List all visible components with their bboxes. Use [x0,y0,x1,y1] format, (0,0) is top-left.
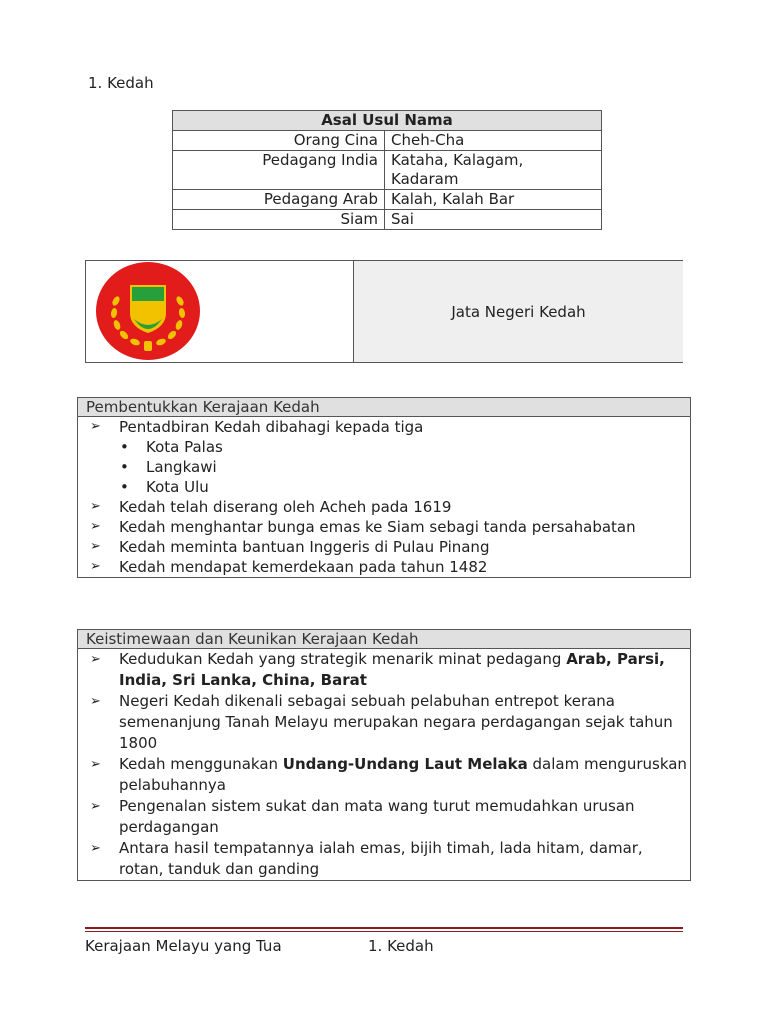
table-row [173,210,602,230]
source-cell: Orang Cina [173,131,385,151]
keistimewaan-box [77,629,691,881]
pembentukan-header: Pembentukkan Kerajaan Kedah [78,398,690,417]
table-row [173,190,602,210]
name-cell: Sai [385,210,602,230]
jata-box [85,260,683,363]
source-cell: Siam [173,210,385,230]
pembentukan-list [78,417,690,577]
emblem-cell [86,261,353,362]
list-item: ➢ Kedah meminta bantuan Inggeris di Pulau Pinang [90,538,490,556]
arrow-bullet-icon: ➢ [90,419,101,434]
jata-label: Jata Negeri Kedah [353,261,683,362]
pembentukan-box [77,397,691,578]
arrow-bullet-icon: ➢ [90,539,101,554]
list-item: • Kota Ulu [120,478,209,496]
asal-usul-title: Asal Usul Nama [173,111,602,131]
dot-bullet-icon: • [120,438,129,456]
arrow-bullet-icon: ➢ [90,841,101,856]
list-item: ➢ Pentadbiran Kedah dibahagi kepada tiga [90,418,424,436]
page-heading: 1. Kedah [88,74,154,92]
kedah-emblem-icon [94,261,202,362]
list-item: ➢ Kedah menggunakan Undang-Undang Laut Melaka dalam menguruskan pelabuhannya [90,755,687,794]
list-item: • Kota Palas [120,438,223,456]
table-row [173,151,602,190]
asal-usul-table [172,110,602,230]
arrow-bullet-icon: ➢ [90,499,101,514]
name-cell: Kataha, Kalagam, Kadaram [385,151,602,190]
arrow-bullet-icon: ➢ [90,757,101,772]
list-item: ➢ Negeri Kedah dikenali sebagai sebuah pelabuhan entrepot kerana semenanjung Tanah Melayu merupakan negara perdagangan sejak tahun 1800 [90,692,673,752]
list-item: ➢ Kedudukan Kedah yang strategik menarik minat pedagang Arab, Parsi, India, Sri Lanka, China, Barat [90,650,665,689]
list-item: • Langkawi [120,458,217,476]
list-item: ➢ Antara hasil tempatannya ialah emas, bijih timah, lada hitam, damar, rotan, tanduk dan ganding [90,839,643,878]
footer-divider [85,927,683,932]
arrow-bullet-icon: ➢ [90,799,101,814]
dot-bullet-icon: • [120,458,129,476]
keistimewaan-header: Keistimewaan dan Keunikan Kerajaan Kedah [78,630,690,649]
keistimewaan-list [78,649,690,880]
table-row [173,131,602,151]
arrow-bullet-icon: ➢ [90,559,101,574]
source-cell: Pedagang India [173,151,385,190]
name-cell: Kalah, Kalah Bar [385,190,602,210]
arrow-bullet-icon: ➢ [90,519,101,534]
name-cell: Cheh-Cha [385,131,602,151]
source-cell: Pedagang Arab [173,190,385,210]
list-item: ➢ Pengenalan sistem sukat dan mata wang turut memudahkan urusan perdagangan [90,797,635,836]
arrow-bullet-icon: ➢ [90,694,101,709]
arrow-bullet-icon: ➢ [90,652,101,667]
footer-right: 1. Kedah [368,937,434,955]
dot-bullet-icon: • [120,478,129,496]
list-item: ➢ Kedah mendapat kemerdekaan pada tahun 1482 [90,558,488,576]
footer-left: Kerajaan Melayu yang Tua [85,937,282,955]
list-item: ➢ Kedah menghantar bunga emas ke Siam sebagi tanda persahabatan [90,518,636,536]
list-item: ➢ Kedah telah diserang oleh Acheh pada 1619 [90,498,452,516]
